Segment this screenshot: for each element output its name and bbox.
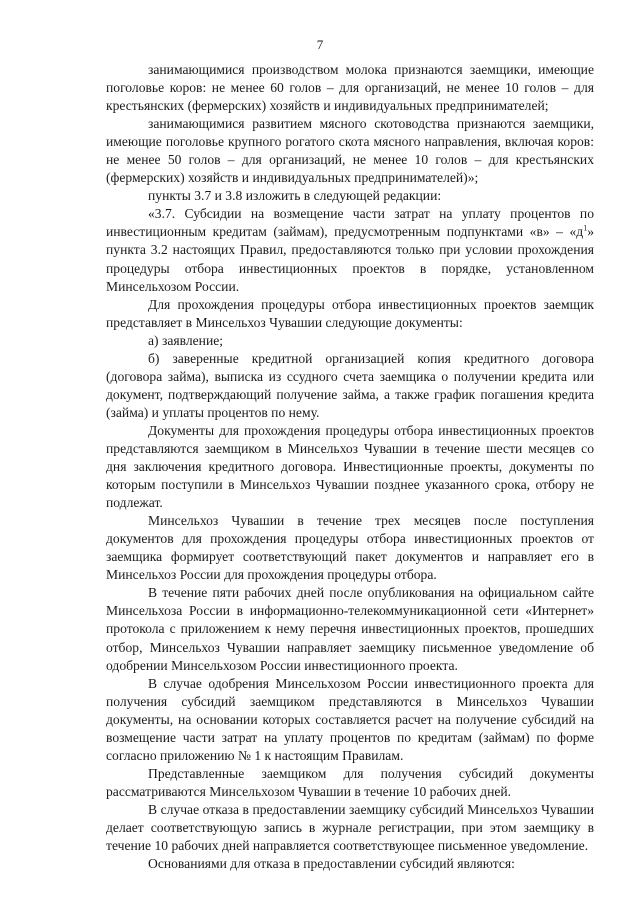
document-body <box>106 61 594 873</box>
superscript-marker: 1 <box>583 223 588 233</box>
paragraph-documents-list-intro: Для прохождения процедуры отбора инвестиционных проектов заемщик представляет в Минсельхоз Чувашии следующие документы: <box>106 296 594 330</box>
list-item-application: а) заявление; <box>148 332 224 348</box>
paragraph-submission-deadline: Документы для прохождения процедуры отбора инвестиционных проектов представляются заемщиком в Минсельхоз Чувашии в течение шести месяцев со дня заключения кредитного договора. Инвестиционные проекты, документы по которым поступили в Минсельхоз Чувашии позднее указанного срока, отбору не подлежат. <box>106 422 594 511</box>
paragraph-amendment-intro: пункты 3.7 и 3.8 изложить в следующей редакции: <box>148 188 442 204</box>
paragraph-beef-cattle: занимающимися развитием мясного скотоводства признаются заемщики, имеющие поголовье крупного рогатого скота мясного направления, включая коров: не менее 50 голов – для организаций, не менее 10 голов – для крестьянских (фермерских) хозяйств и индивидуальных предпринимателей)»; <box>106 116 594 186</box>
paragraph-ministry-forwarding: Минсельхоз Чувашии в течение трех месяцев после поступления документов для прохождения процедуры отбора инвестиционных проектов от заемщика формирует соответствующий пакет документов и направляет его в Минсельхоз России для прохождения процедуры отбора. <box>106 513 594 583</box>
clause-3-7-text-end: » пункта 3.2 настоящих Правил, предоставляются только при условии прохождения процедуры отбора инвестиционных проектов в порядке, установленном Минсельхозом России. <box>106 224 594 294</box>
paragraph-milk-producers: занимающимися производством молока признаются заемщики, имеющие поголовье коров: не менее 60 голов – для организаций, не менее 10 голов – для крестьянских (фермерских) хозяйств и индивидуальных предпринимателей; <box>106 62 594 114</box>
clause-3-7-text-start: «3.7. Субсидии на возмещение части затрат на уплату процентов по инвестиционным кредитам (займам), предусмотренным подпунктами «в» – «д <box>106 206 594 240</box>
paragraph-refusal-grounds: Основаниями для отказа в предоставлении субсидий являются: <box>148 856 515 872</box>
paragraph-review-period: Представленные заемщиком для получения субсидий документы рассматриваются Минсельхозом Чувашии в течение 10 рабочих дней. <box>106 765 594 799</box>
paragraph-refusal-notice: В случае отказа в предоставлении заемщику субсидий Минсельхоз Чувашии делает соответствующую запись в журнале регистрации, при этом заемщику в течение 10 рабочих дней направляется соответствующее письменное уведомление. <box>106 801 594 854</box>
paragraph-subsidy-documents: В случае одобрения Минсельхозом России инвестиционного проекта для получения субсидий заемщиком представляются в Минсельхоз Чувашии документы, на основании которых составляется расчет на получение субсидий на возмещение части затрат на уплату процентов по кредитам (займам) по форме согласно приложению № 1 к настоящим Правилам. <box>106 675 594 763</box>
paragraph-approval-notification: В течение пяти рабочих дней после опубликования на официальном сайте Минсельхоза России в информационно-телекоммуникационной сети «Интернет» протокола с приложением к нему перечня инвестиционных проектов, прошедших отбор, Минсельхоз Чувашии направляет заемщику письменное уведомление об одобрении Минсельхозом России инвестиционного проекта. <box>106 585 594 673</box>
paragraph-clause-3-7 <box>106 205 594 295</box>
list-item-loan-copies: б) заверенные кредитной организацией копия кредитного договора (договора займа), выписка из ссудного счета заемщика о получении кредита или документ, подтверждающий получение займа, а также график погашения кредита (займа) и уплаты процентов по нему. <box>106 350 594 420</box>
page-number: 7 <box>316 37 324 52</box>
